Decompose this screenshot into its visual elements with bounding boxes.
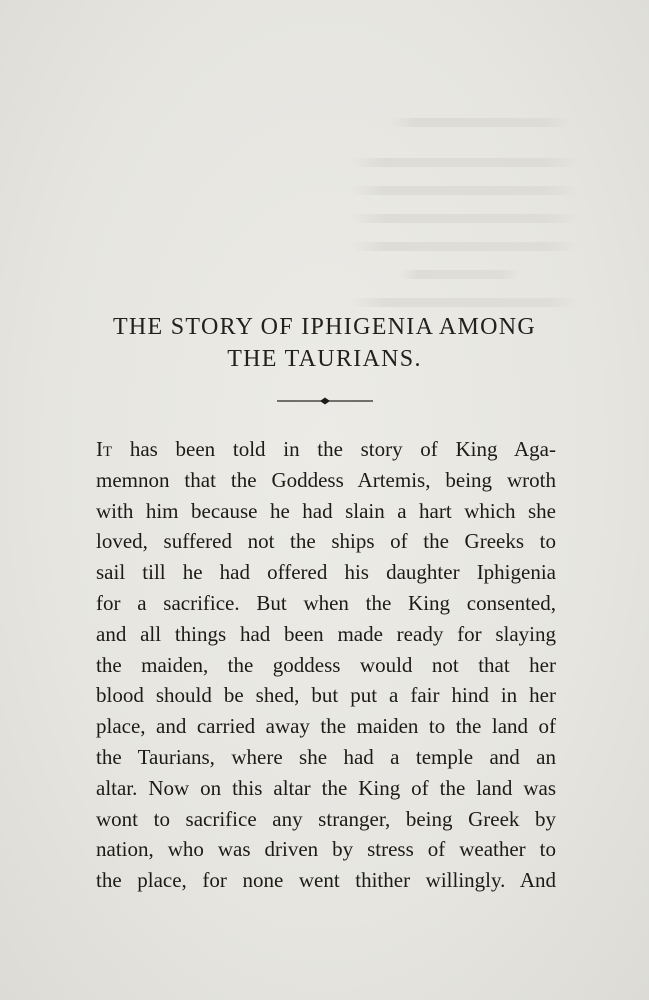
title-ornament-rule	[277, 397, 373, 405]
bleed-through-texture	[400, 270, 520, 279]
text-line: for a sacrifice. But when the King consented,	[96, 590, 556, 615]
text-line: and all things had been made ready for slaying	[96, 621, 556, 646]
text-line: sail till he had offered his daughter Iphigenia	[96, 560, 556, 585]
text-line: memnon that the Goddess Artemis, being wroth	[96, 467, 556, 492]
chapter-title-line-1: THE STORY OF IPHIGENIA AMONG	[112, 314, 537, 340]
bleed-through-texture	[350, 214, 580, 223]
body-paragraph	[96, 434, 556, 896]
bleed-through-texture	[390, 118, 570, 127]
text-line: the place, for none went thither willingly. And	[96, 868, 556, 893]
bleed-through-texture	[350, 186, 580, 195]
bleed-through-texture	[350, 242, 580, 251]
text-line: the maiden, the goddess would not that her	[96, 652, 556, 677]
text-line: loved, suffered not the ships of the Greeks to	[96, 529, 556, 554]
text-line: the Taurians, where she had a temple and an	[96, 744, 556, 769]
text-line: nation, who was driven by stress of weather to	[96, 837, 556, 862]
text-line: blood should be shed, but put a fair hind in her	[96, 683, 556, 708]
text-line: place, and carried away the maiden to the land of	[96, 714, 556, 739]
chapter-title-line-2: THE TAURIANS.	[227, 346, 422, 372]
text-line: altar. Now on this altar the King of the land was	[96, 775, 556, 800]
bleed-through-texture	[350, 298, 580, 307]
text-line: wont to sacrifice any stranger, being Greek by	[96, 806, 556, 831]
drop-cap-opening: It	[96, 437, 113, 461]
text-line: with him because he had slain a hart which she	[96, 498, 556, 523]
text-line: It has been told in the story of King Aga-	[96, 437, 556, 461]
bleed-through-texture	[350, 158, 580, 167]
